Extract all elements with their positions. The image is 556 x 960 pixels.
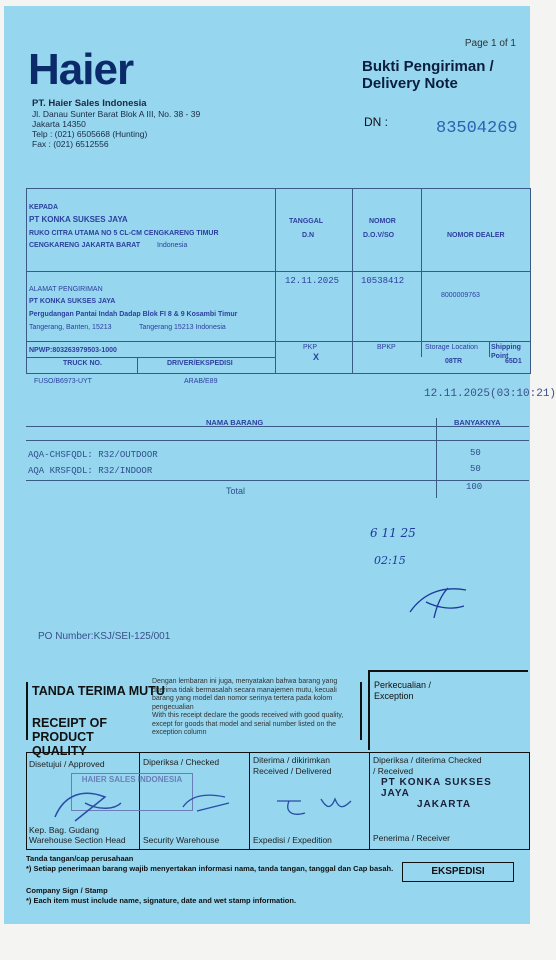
pkp-value: X — [313, 352, 320, 362]
expedition-label: Expedisi / Expedition — [253, 835, 332, 845]
total-value: 100 — [466, 482, 483, 492]
pkp-label: PKP — [303, 344, 318, 351]
shipping-label: Shipping Point — [491, 344, 521, 360]
col-item-qty: BANYAKNYA — [454, 418, 501, 427]
items-table — [26, 418, 529, 498]
company-addr2: Jakarta 14350 — [32, 119, 86, 129]
recipient-table — [26, 188, 531, 374]
document-title — [362, 58, 494, 92]
recipient-name: PT KONKA SUKSES JAYA — [29, 215, 128, 224]
dn-value: 83504269 — [436, 119, 518, 138]
do-number: 10538412 — [361, 276, 405, 286]
delivered-label: Diterima / dikirimkan Received / Delivered — [253, 755, 332, 776]
ship-addr3: Tangerang 15213 Indonesia — [139, 324, 226, 331]
recipient-country: Indonesia — [157, 242, 188, 249]
item-row-2-name: AQA KRSFQDL: R32/INDOOR — [28, 466, 153, 476]
col-dealer: NOMOR DEALER — [447, 232, 505, 239]
dn-label: DN : — [364, 115, 388, 129]
expedition-signature-icon — [271, 787, 361, 827]
delivery-note-sheet — [4, 6, 556, 924]
title-line2: Delivery Note — [362, 75, 458, 92]
haier-stamp: HAIER SALES INDONESIA — [71, 773, 193, 811]
dn-date: 12.11.2025 — [285, 276, 340, 286]
col-tanggal: TANGGAL — [289, 218, 324, 225]
security-label: Security Warehouse — [143, 835, 220, 845]
handwritten-date: 6 11 25 — [370, 526, 416, 540]
footer-note-1-text: *) Setiap penerimaan barang wajib menyertakan informasi nama, tanda tangan, tanggal dan Cap basah. — [26, 864, 394, 873]
ship-name: PT KONKA SUKSES JAYA — [29, 298, 116, 305]
approved-signature-icon — [45, 783, 125, 827]
security-signature-icon — [177, 787, 237, 817]
receipt-title-en: RECEIPT OF PRODUCT QUALITY — [32, 716, 108, 758]
ship-addr2: Tangerang, Banten, 15213 — [29, 324, 112, 331]
konka-stamp-line1: PT KONKA SUKSES JAYA — [381, 777, 492, 799]
col-item-name: NAMA BARANG — [206, 418, 264, 427]
approved-label: Disetujui / Approved — [29, 759, 105, 769]
title-line1: Bukti Pengiriman / — [362, 58, 494, 75]
bpkp-label: BPKP — [377, 344, 396, 351]
storage-label: Storage Location — [425, 344, 478, 351]
warehouse-head-label: Kep. Bag. Gudang Warehouse Section Head — [29, 825, 126, 845]
footer-note-2-title: Company Sign / Stamp — [26, 886, 108, 895]
company-fax: Fax : (021) 6512556 — [32, 139, 109, 149]
company-tel: Telp : (021) 6505668 (Hunting) — [32, 129, 148, 139]
shipping-value: 65D1 — [505, 358, 522, 365]
company-info — [32, 98, 200, 149]
driver-value: ARAB/E89 — [184, 378, 218, 385]
ship-label: ALAMAT PENGIRIMAN — [29, 286, 103, 293]
kepada-label: KEPADA — [29, 204, 59, 211]
handwritten-time: 02:15 — [374, 554, 406, 567]
truck-value: FUSO/B6973-UYT — [34, 378, 92, 385]
print-timestamp: 12.11.2025(03:10:21) — [424, 388, 556, 400]
page-indicator: Page 1 of 1 — [464, 38, 516, 49]
po-number: PO Number:KSJ/SEI-125/001 — [38, 631, 171, 642]
checked-label: Diperiksa / Checked — [143, 757, 220, 767]
receiver-label: Penerima / Receiver — [373, 833, 451, 843]
receipt-text-id: Dengan lembaran ini juga, menyatakan bahwa barang yang diterima tidak bermasalah secara manajemen mutu, kecuali barang yang model dan nomor serinya tertera pada kolom pengecualian — [152, 678, 338, 711]
storage-value: 08TR — [445, 358, 463, 365]
driver-label: DRIVER/EKSPEDISI — [167, 360, 233, 367]
ship-addr1: Pergudangan Pantai Indah Dadap Blok FI 8 & 9 Kosambi Timur — [29, 311, 238, 318]
item-row-2-qty: 50 — [470, 464, 481, 474]
ekspedisi-box: EKSPEDISI — [402, 862, 514, 882]
received-label: Diperiksa / diterima Checked / Received — [373, 755, 482, 776]
exception-label: Perkecualian / Exception — [374, 680, 432, 701]
dealer-number: 8000009763 — [441, 292, 480, 299]
footer-note-2-text: *) Each item must include name, signature, date and wet stamp information. — [26, 896, 297, 905]
haier-logo: Haier — [28, 45, 134, 94]
receipt-section — [26, 670, 530, 758]
total-label: Total — [226, 486, 246, 496]
col-tanggal-sub: D.N — [302, 232, 315, 239]
signature-grid — [26, 752, 530, 850]
konka-stamp-line2: JAKARTA — [417, 799, 472, 810]
konka-stamp — [381, 777, 511, 810]
item-row-1-name: AQA-CHSFQDL: R32/OUTDOOR — [28, 450, 158, 460]
company-name: PT. Haier Sales Indonesia — [32, 98, 147, 109]
col-nomor-sub: D.O.V/SO — [363, 232, 395, 239]
footer-note-1-title: Tanda tangan/cap perusahaan — [26, 854, 134, 863]
receipt-title-id: TANDA TERIMA MUTU — [32, 684, 165, 698]
footer-note-1 — [26, 854, 393, 874]
col-nomor: NOMOR — [369, 218, 396, 225]
footer-note-2 — [26, 886, 296, 906]
npwp: NPWP:803263979503-1000 — [29, 347, 117, 354]
company-addr1: Jl. Danau Sunter Barat Blok A III, No. 38 - 39 — [32, 109, 201, 119]
receipt-text-en: With this receipt declare the goods received with good quality, except for goods that model and serial number listed on the exception column — [152, 712, 344, 736]
recipient-addr2: CENGKARENG JAKARTA BARAT — [29, 242, 141, 249]
truck-label: TRUCK NO. — [63, 360, 102, 367]
recipient-addr1: RUKO CITRA UTAMA NO 5 CL-CM CENGKARENG TIMUR — [29, 230, 219, 237]
handwritten-signature-icon — [404, 582, 474, 624]
item-row-1-qty: 50 — [470, 448, 481, 458]
